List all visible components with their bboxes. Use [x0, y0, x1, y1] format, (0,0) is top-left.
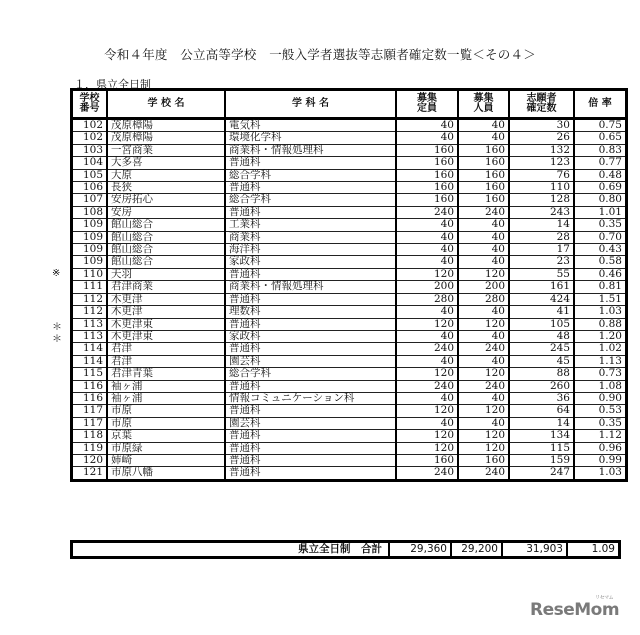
cell-capacity: 120	[396, 430, 458, 442]
cell-recruit: 160	[458, 157, 509, 169]
cell-school: 茂原樟陽	[107, 119, 225, 132]
cell-applicants: 159	[509, 454, 574, 466]
cell-capacity: 240	[396, 380, 458, 392]
cell-dept: 普通科	[225, 405, 396, 417]
cell-school: 市原緑	[107, 442, 225, 454]
logo-text: ReseMom	[530, 600, 620, 620]
cell-applicants: 110	[509, 182, 574, 194]
cell-applicants: 88	[509, 368, 574, 380]
cell-ratio: 0.83	[574, 144, 627, 156]
cell-school: 君津	[107, 343, 225, 355]
total-ratio: 1.09	[567, 542, 620, 558]
total-label: 県立全日制 合計	[72, 542, 390, 558]
cell-dept: 環境化学科	[225, 132, 396, 144]
cell-capacity: 160	[396, 194, 458, 206]
header-dept: 学 科 名	[225, 90, 396, 119]
cell-applicants: 247	[509, 467, 574, 480]
header-recruit	[458, 90, 509, 119]
cell-ratio: 0.99	[574, 454, 627, 466]
cell-no: 102	[72, 119, 108, 132]
cell-dept: 商業科・情報処理科	[225, 281, 396, 293]
cell-capacity: 280	[396, 293, 458, 305]
cell-school: 袖ヶ浦	[107, 392, 225, 404]
cell-school: 袖ヶ浦	[107, 380, 225, 392]
cell-ratio: 0.58	[574, 256, 627, 268]
cell-capacity: 160	[396, 157, 458, 169]
cell-dept: 普通科	[225, 268, 396, 280]
header-school: 学 校 名	[107, 90, 225, 119]
cell-applicants: 424	[509, 293, 574, 305]
table-row	[72, 442, 627, 454]
cell-no: 107	[72, 194, 108, 206]
cell-school: 市原	[107, 417, 225, 429]
cell-school: 館山総合	[107, 219, 225, 231]
cell-applicants: 26	[509, 132, 574, 144]
cell-recruit: 280	[458, 293, 509, 305]
applicants-table	[70, 88, 628, 482]
cell-school: 館山総合	[107, 231, 225, 243]
cell-school: 君津青葉	[107, 368, 225, 380]
cell-recruit: 120	[458, 368, 509, 380]
cell-school: 茂原樟陽	[107, 132, 225, 144]
cell-capacity: 120	[396, 318, 458, 330]
cell-recruit: 200	[458, 281, 509, 293]
cell-no: 114	[72, 355, 108, 367]
cell-dept: 普通科	[225, 182, 396, 194]
cell-capacity: 40	[396, 256, 458, 268]
cell-ratio: 0.70	[574, 231, 627, 243]
cell-capacity: 120	[396, 268, 458, 280]
cell-capacity: 120	[396, 405, 458, 417]
table-row	[72, 417, 627, 429]
cell-school: 大多喜	[107, 157, 225, 169]
cell-recruit: 120	[458, 405, 509, 417]
cell-no: 113	[72, 318, 108, 330]
cell-capacity: 40	[396, 132, 458, 144]
cell-ratio: 0.46	[574, 268, 627, 280]
cell-applicants: 123	[509, 157, 574, 169]
table-row	[72, 454, 627, 466]
cell-applicants: 64	[509, 405, 574, 417]
cell-no: 121	[72, 467, 108, 480]
cell-school: 市原八幡	[107, 467, 225, 480]
table-row	[72, 194, 627, 206]
row-mark: ※	[52, 268, 61, 280]
cell-applicants: 105	[509, 318, 574, 330]
cell-capacity: 160	[396, 144, 458, 156]
cell-school: 安房拓心	[107, 194, 225, 206]
table-row	[72, 343, 627, 355]
cell-school: 市原	[107, 405, 225, 417]
cell-dept: 電気科	[225, 119, 396, 132]
cell-no: 110	[72, 268, 108, 280]
cell-no: 105	[72, 169, 108, 181]
table-row	[72, 281, 627, 293]
cell-school: 京葉	[107, 430, 225, 442]
cell-dept: 普通科	[225, 343, 396, 355]
cell-school: 安房	[107, 206, 225, 218]
cell-dept: 総合学科	[225, 169, 396, 181]
cell-school: 木更津	[107, 306, 225, 318]
cell-no: 108	[72, 206, 108, 218]
cell-recruit: 40	[458, 355, 509, 367]
cell-dept: 工業科	[225, 219, 396, 231]
table-row	[72, 169, 627, 181]
cell-dept: 理数科	[225, 306, 396, 318]
table-row	[72, 268, 627, 280]
table-row	[72, 293, 627, 305]
cell-capacity: 120	[396, 442, 458, 454]
table-row	[72, 430, 627, 442]
table-row	[72, 157, 627, 169]
cell-applicants: 41	[509, 306, 574, 318]
table-row	[72, 182, 627, 194]
cell-capacity: 160	[396, 182, 458, 194]
cell-dept: 家政科	[225, 330, 396, 342]
cell-ratio: 1.08	[574, 380, 627, 392]
cell-recruit: 240	[458, 206, 509, 218]
table-row	[72, 244, 627, 256]
cell-ratio: 0.75	[574, 119, 627, 132]
total-row	[72, 542, 620, 558]
header-ratio: 倍 率	[574, 90, 627, 119]
cell-applicants: 23	[509, 256, 574, 268]
header-applicants	[509, 90, 574, 119]
cell-recruit: 120	[458, 318, 509, 330]
cell-ratio: 1.51	[574, 293, 627, 305]
cell-recruit: 160	[458, 144, 509, 156]
cell-capacity: 200	[396, 281, 458, 293]
cell-dept: 普通科	[225, 206, 396, 218]
header-row	[72, 90, 627, 119]
cell-school: 君津	[107, 355, 225, 367]
cell-no: 117	[72, 405, 108, 417]
cell-recruit: 40	[458, 392, 509, 404]
cell-dept: 総合学科	[225, 368, 396, 380]
table-row	[72, 119, 627, 132]
cell-no: 117	[72, 417, 108, 429]
cell-applicants: 128	[509, 194, 574, 206]
cell-ratio: 1.01	[574, 206, 627, 218]
cell-capacity: 40	[396, 355, 458, 367]
cell-dept: 海洋科	[225, 244, 396, 256]
cell-recruit: 40	[458, 219, 509, 231]
cell-school: 姉崎	[107, 454, 225, 466]
header-recruit-label: 募集 人員	[473, 92, 494, 114]
table-row	[72, 330, 627, 342]
cell-recruit: 120	[458, 442, 509, 454]
cell-capacity: 40	[396, 417, 458, 429]
cell-no: 106	[72, 182, 108, 194]
cell-applicants: 30	[509, 119, 574, 132]
cell-dept: 普通科	[225, 454, 396, 466]
cell-no: 113	[72, 330, 108, 342]
cell-capacity: 240	[396, 343, 458, 355]
cell-applicants: 14	[509, 219, 574, 231]
header-no	[72, 90, 108, 119]
cell-applicants: 28	[509, 231, 574, 243]
cell-dept: 総合学科	[225, 194, 396, 206]
table-row	[72, 256, 627, 268]
cell-recruit: 240	[458, 380, 509, 392]
cell-school: 君津商業	[107, 281, 225, 293]
cell-ratio: 0.81	[574, 281, 627, 293]
cell-dept: 情報コミュニケーション科	[225, 392, 396, 404]
cell-school: 館山総合	[107, 256, 225, 268]
cell-no: 109	[72, 256, 108, 268]
cell-school: 館山総合	[107, 244, 225, 256]
cell-school: 一宮商業	[107, 144, 225, 156]
cell-no: 112	[72, 293, 108, 305]
logo-kana: リセマム	[595, 595, 614, 601]
resemom-logo	[530, 595, 620, 620]
cell-dept: 商業科	[225, 231, 396, 243]
cell-ratio: 0.35	[574, 417, 627, 429]
cell-ratio: 1.12	[574, 430, 627, 442]
total-applicants: 31,903	[502, 542, 567, 558]
cell-dept: 園芸科	[225, 417, 396, 429]
cell-applicants: 55	[509, 268, 574, 280]
header-capacity-label: 募集 定員	[417, 92, 437, 114]
cell-no: 114	[72, 343, 108, 355]
cell-capacity: 160	[396, 169, 458, 181]
cell-recruit: 40	[458, 132, 509, 144]
cell-recruit: 160	[458, 169, 509, 181]
document-title: 令和４年度 公立高等学校 一般入学者選抜等志願者確定数一覧＜その４＞	[104, 47, 536, 62]
cell-ratio: 1.03	[574, 467, 627, 480]
cell-no: 115	[72, 368, 108, 380]
cell-applicants: 260	[509, 380, 574, 392]
cell-capacity: 40	[396, 306, 458, 318]
cell-dept: 普通科	[225, 442, 396, 454]
cell-no: 111	[72, 281, 108, 293]
cell-applicants: 48	[509, 330, 574, 342]
cell-applicants: 115	[509, 442, 574, 454]
cell-no: 118	[72, 430, 108, 442]
cell-no: 112	[72, 306, 108, 318]
cell-recruit: 40	[458, 417, 509, 429]
cell-capacity: 240	[396, 206, 458, 218]
cell-no: 109	[72, 219, 108, 231]
cell-capacity: 40	[396, 392, 458, 404]
cell-recruit: 40	[458, 306, 509, 318]
cell-recruit: 40	[458, 231, 509, 243]
cell-dept: 園芸科	[225, 355, 396, 367]
cell-ratio: 1.20	[574, 330, 627, 342]
cell-ratio: 0.43	[574, 244, 627, 256]
cell-recruit: 120	[458, 430, 509, 442]
cell-school: 天羽	[107, 268, 225, 280]
cell-ratio: 0.53	[574, 405, 627, 417]
table-row	[72, 144, 627, 156]
table-row	[72, 206, 627, 218]
table-row	[72, 219, 627, 231]
cell-ratio: 1.02	[574, 343, 627, 355]
cell-no: 119	[72, 442, 108, 454]
cell-dept: 普通科	[225, 157, 396, 169]
header-applicants-label: 志願者 確定数	[526, 92, 557, 114]
table-row	[72, 355, 627, 367]
cell-ratio: 0.35	[574, 219, 627, 231]
table-row	[72, 306, 627, 318]
cell-applicants: 134	[509, 430, 574, 442]
cell-no: 103	[72, 144, 108, 156]
table-row	[72, 380, 627, 392]
cell-no: 109	[72, 244, 108, 256]
row-mark: ＊	[52, 334, 62, 346]
table-row	[72, 132, 627, 144]
cell-applicants: 76	[509, 169, 574, 181]
cell-ratio: 0.73	[574, 368, 627, 380]
cell-capacity: 40	[396, 119, 458, 132]
table-row	[72, 467, 627, 480]
cell-dept: 普通科	[225, 318, 396, 330]
row-mark: ＊	[52, 322, 62, 333]
section-heading: １．県立全日制	[74, 78, 151, 91]
cell-ratio: 0.80	[574, 194, 627, 206]
cell-no: 120	[72, 454, 108, 466]
cell-ratio: 0.88	[574, 318, 627, 330]
cell-dept: 普通科	[225, 467, 396, 480]
table-row	[72, 405, 627, 417]
cell-ratio: 1.13	[574, 355, 627, 367]
table-row	[72, 231, 627, 243]
cell-dept: 家政科	[225, 256, 396, 268]
cell-ratio: 0.69	[574, 182, 627, 194]
total-recruit: 29,200	[451, 542, 502, 558]
cell-recruit: 160	[458, 182, 509, 194]
cell-no: 116	[72, 380, 108, 392]
cell-recruit: 120	[458, 268, 509, 280]
cell-capacity: 40	[396, 244, 458, 256]
cell-ratio: 0.48	[574, 169, 627, 181]
cell-recruit: 40	[458, 330, 509, 342]
cell-recruit: 160	[458, 194, 509, 206]
cell-capacity: 160	[396, 454, 458, 466]
table-row	[72, 392, 627, 404]
cell-dept: 普通科	[225, 430, 396, 442]
cell-school: 長狭	[107, 182, 225, 194]
cell-school: 大原	[107, 169, 225, 181]
cell-ratio: 0.65	[574, 132, 627, 144]
cell-ratio: 0.96	[574, 442, 627, 454]
header-no-label: 学校 番号	[79, 92, 100, 114]
cell-ratio: 0.77	[574, 157, 627, 169]
total-table	[70, 540, 621, 559]
cell-capacity: 40	[396, 231, 458, 243]
cell-applicants: 243	[509, 206, 574, 218]
cell-no: 116	[72, 392, 108, 404]
header-capacity	[396, 90, 458, 119]
cell-ratio: 0.90	[574, 392, 627, 404]
cell-capacity: 40	[396, 330, 458, 342]
cell-applicants: 36	[509, 392, 574, 404]
cell-dept: 商業科・情報処理科	[225, 144, 396, 156]
table-row	[72, 318, 627, 330]
cell-capacity: 240	[396, 467, 458, 480]
cell-no: 102	[72, 132, 108, 144]
cell-capacity: 40	[396, 219, 458, 231]
cell-applicants: 245	[509, 343, 574, 355]
cell-recruit: 160	[458, 454, 509, 466]
cell-ratio: 1.03	[574, 306, 627, 318]
total-capacity: 29,360	[389, 542, 451, 558]
cell-dept: 普通科	[225, 293, 396, 305]
cell-capacity: 120	[396, 368, 458, 380]
cell-applicants: 161	[509, 281, 574, 293]
cell-applicants: 17	[509, 244, 574, 256]
cell-recruit: 40	[458, 119, 509, 132]
cell-recruit: 240	[458, 467, 509, 480]
cell-no: 109	[72, 231, 108, 243]
cell-applicants: 132	[509, 144, 574, 156]
table-row	[72, 368, 627, 380]
cell-dept: 普通科	[225, 380, 396, 392]
cell-school: 木更津東	[107, 330, 225, 342]
cell-recruit: 240	[458, 343, 509, 355]
cell-school: 木更津東	[107, 318, 225, 330]
cell-applicants: 14	[509, 417, 574, 429]
cell-no: 104	[72, 157, 108, 169]
cell-school: 木更津	[107, 293, 225, 305]
cell-recruit: 40	[458, 244, 509, 256]
cell-applicants: 45	[509, 355, 574, 367]
cell-recruit: 40	[458, 256, 509, 268]
